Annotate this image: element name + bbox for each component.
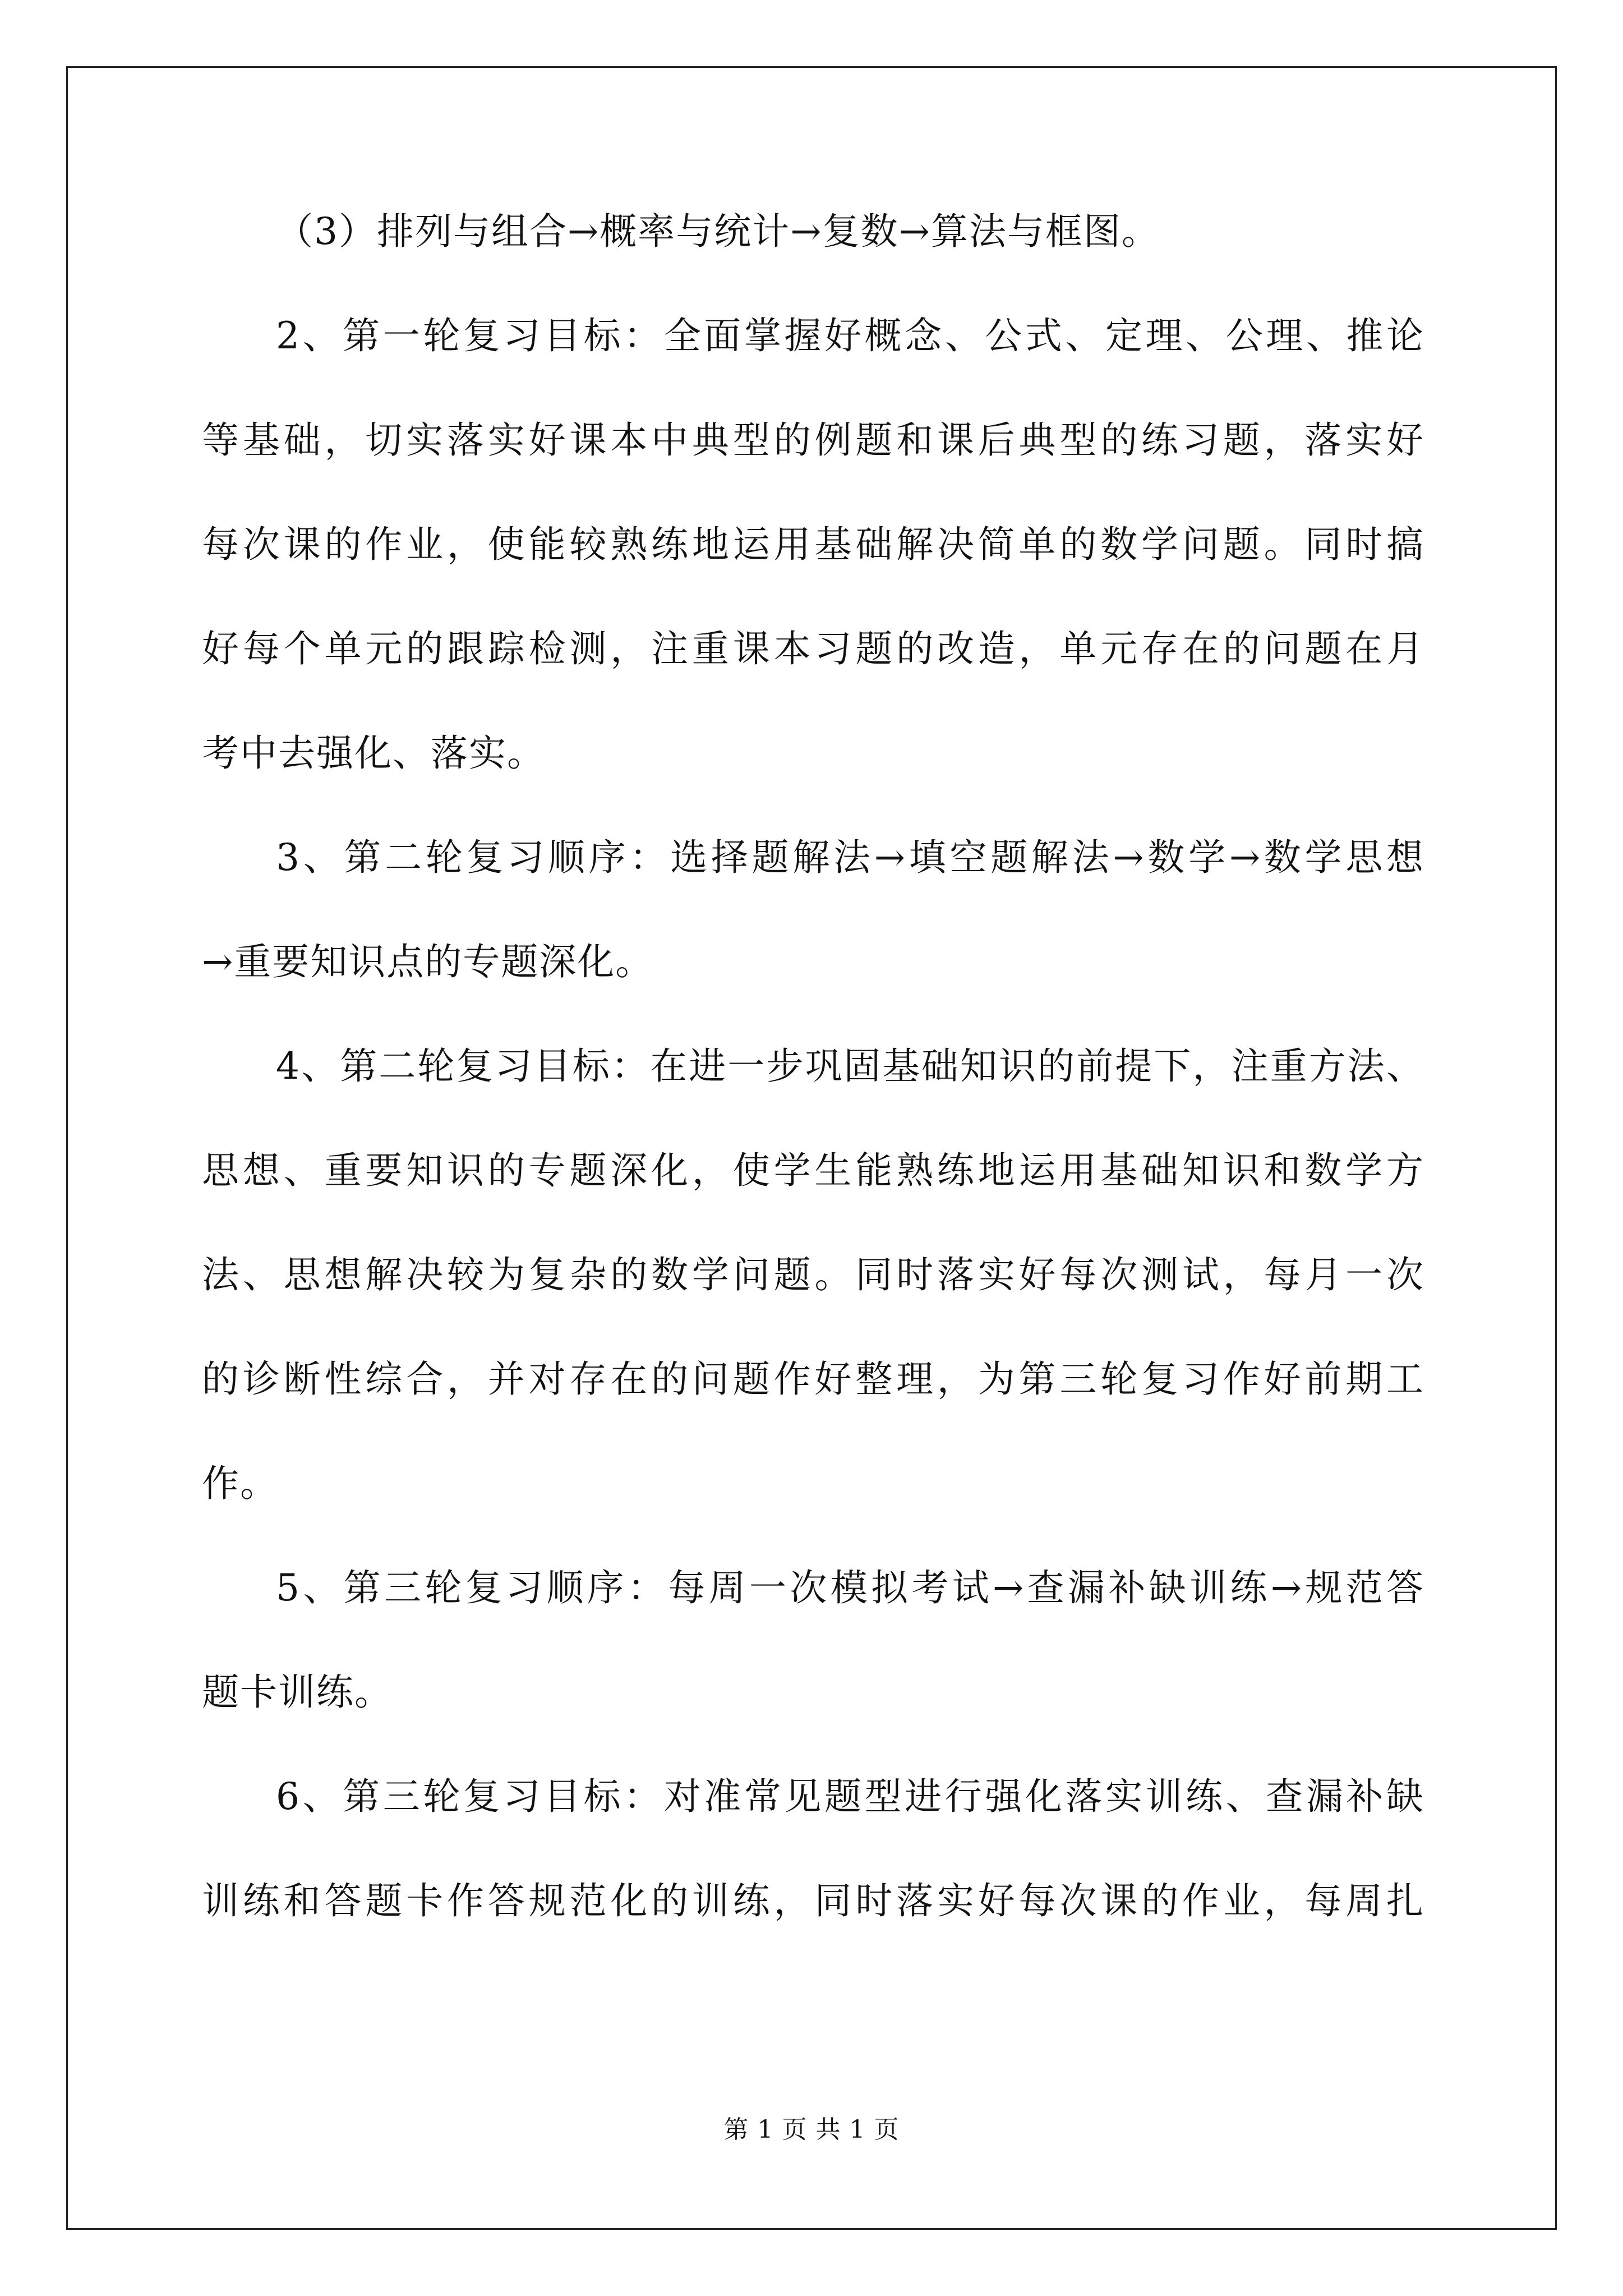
paragraph-line: 考中去强化、落实。 — [202, 731, 545, 775]
paragraph-line: 作。 — [202, 1462, 278, 1505]
paragraph-line: 4、第二轮复习目标：在进一步巩固基础知识的前提下，注重方法、 — [276, 1045, 1424, 1088]
paragraph-line: 的诊断性综合，并对存在的问题作好整理，为第三轮复习作好前期工 — [202, 1358, 1424, 1401]
page-footer: 第 1 页 共 1 页 — [723, 2115, 900, 2144]
paragraph-line: 法、思想解决较为复杂的数学问题。同时落实好每次测试，每月一次 — [202, 1253, 1424, 1296]
paragraph-line: （3）排列与组合→概率与统计→复数→算法与框图。 — [276, 210, 1160, 253]
paragraph-line: 6、第三轮复习目标：对准常见题型进行强化落实训练、查漏补缺 — [276, 1775, 1424, 1818]
paragraph-line: 等基础，切实落实好课本中典型的例题和课后典型的练习题，落实好 — [202, 418, 1424, 462]
paragraph-line: 3、第二轮复习顺序：选择题解法→填空题解法→数学→数学思想 — [276, 836, 1424, 879]
paragraph-line: 好每个单元的跟踪检测，注重课本习题的改造，单元存在的问题在月 — [202, 627, 1424, 670]
paragraph-line: 思想、重要知识的专题深化，使学生能熟练地运用基础知识和数学方 — [202, 1149, 1424, 1192]
document-body — [202, 210, 1424, 1922]
paragraph-line: 题卡训练。 — [202, 1671, 393, 1714]
paragraph-line: 每次课的作业，使能较熟练地运用基础解决简单的数学问题。同时搞 — [202, 523, 1424, 566]
paragraph-line: 5、第三轮复习顺序：每周一次模拟考试→查漏补缺训练→规范答 — [276, 1566, 1424, 1609]
paragraph-line: →重要知识点的专题深化。 — [202, 940, 654, 983]
paragraph-line: 训练和答题卡作答规范化的训练，同时落实好每次课的作业，每周扎 — [202, 1879, 1424, 1922]
paragraph-line: 2、第一轮复习目标：全面掌握好概念、公式、定理、公理、推论 — [276, 314, 1424, 357]
